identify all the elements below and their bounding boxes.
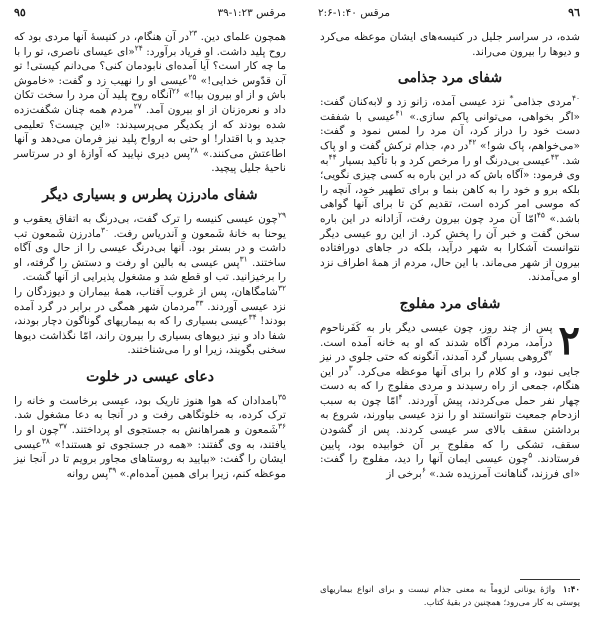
right-page — [300, 0, 600, 626]
section-heading: شفای مادرزن پطرس و بسیاری دیگر — [42, 186, 258, 203]
paragraph — [14, 394, 286, 482]
text: چون عیسی ایمان آنها را دید، مفلوج را گفت: «ای فرزند، گناهانت آمرزیده شد.» — [320, 453, 580, 480]
text: عیسی او را نهیب زد و گفت: «خاموش باش و از او بیرون بیا!» — [14, 74, 286, 102]
text: آنگاه روح پلید آن مرد را سخت تکان داد و نعره‌زنان از او بیرون آمد. — [14, 89, 286, 116]
verse-number: ۳۶ — [277, 421, 287, 431]
text: همچون علمای دین. — [200, 31, 287, 43]
page-number: ٩٦ — [568, 6, 580, 19]
left-page-header — [14, 4, 286, 22]
verse-number: ۲ — [548, 348, 553, 358]
text: پس از چند روز، چون عیسی دیگر بار به کَفَرناحوم درآمد، مردم آگاه شدند که او به خانه آمده است. — [320, 321, 553, 349]
text: «ای عیسای ناصری، تو را با ما چه کار است؟ آیا آمده‌ای نابودمان کنی؟ می‌دانم کیستی! تو آن قدّوس خدایی!» — [14, 45, 286, 87]
text: در آن هنگام، در کنیسهٔ آنها مردی بود که روح پلید داشت. او فریاد برآورد: — [14, 31, 286, 58]
verse-number: ۳۸ — [41, 436, 50, 446]
paragraph — [320, 316, 581, 482]
text: مردمان شهر همگی در برابر در گرد آمده بودند! — [14, 300, 287, 328]
footnote-reference: ۱:۴۰ — [562, 585, 581, 595]
text: در دم، جذام ترکش گفت و او پاک شد. — [320, 139, 580, 167]
text: برخی از — [386, 467, 422, 480]
verse-number: ۲۴ — [134, 43, 143, 53]
text: گروهی بسیار گرد آمدند، آنگونه که حتی جلوی در نیز جایی نبود، و او کلام را برای آنها موعظه می‌کرد. — [320, 351, 580, 378]
verse-number: ۳۳ — [195, 297, 204, 307]
verse-number: ۴۵ — [536, 210, 545, 220]
right-page-header — [318, 4, 580, 22]
verse-number: ۴۱ — [395, 108, 404, 118]
text: چون عیسی کنیسه را ترک گفت، بی‌درنگ به اتفاق یعقوب و یوحنا به خانهٔ شَمعون و آندریاس رفت. — [14, 212, 286, 240]
verse-number: ۲۶ — [171, 86, 180, 96]
verse-number: ۳۱ — [239, 254, 248, 264]
chapter-number: ۲ — [558, 316, 580, 364]
footnote-marker: * — [509, 93, 514, 103]
text: شَمعون و همراهانش به جستجوی او پرداختند. — [71, 424, 278, 437]
left-page-body — [14, 30, 286, 481]
verse-number: ۴۰ — [571, 93, 580, 103]
paragraph — [14, 285, 286, 358]
paragraph — [14, 212, 286, 285]
text: بامدادان که هوا هنوز تاریک بود، عیسی برخاست و خانه را ترک کرده، به خلوتگاهی رفت و در آنجا به دعا مشغول شد. — [14, 394, 286, 422]
verse-number: ۲۹ — [277, 210, 286, 220]
verse-number: ۳۵ — [277, 392, 286, 402]
verse-number: ۳۹ — [108, 465, 117, 475]
page-number: ٩٥ — [14, 6, 26, 19]
section-heading: شفای مرد مفلوج — [399, 295, 501, 312]
text: مردم همه چنان شگفت‌زده شده بودند که از یکدیگر می‌پرسیدند: «این چیست؟ تعلیمی جدید و با اقتدار! او حتی به ارواح پلید نیز فرمان می‌دهد و آنها اطاعتش می‌کنند.» — [14, 103, 286, 160]
verse-number: ۶ — [421, 465, 426, 475]
verse-number: ۲۷ — [133, 101, 142, 111]
verse-number: ۳۰ — [101, 225, 110, 234]
text: عیسی با شفقت دست خود را دراز کرد، آن مرد را لمس نمود و گفت: «می‌خواهم، پاک شو!» — [320, 110, 580, 152]
running-head: مرقس ۱:۲۳-۳۹ — [217, 7, 286, 19]
text: به وی فرمود: «آگاه باش که در این باره به کسی چیزی نگویی؛ بلکه برو و خود را به کاهن بنما و برای تطهیر خود، آنچه را که موسی امر کرده است، تقدیم کن تا برای آنها گواهی باشد.» — [320, 154, 580, 225]
text: چون او را یافتند، به وی گفتند: «همه در جستجوی تو هستند!» — [14, 424, 286, 451]
running-head: مرقس ۱:۴۰-۲:۶ — [318, 7, 391, 19]
verse-number: ۳۴ — [248, 312, 257, 322]
paragraph — [14, 30, 286, 176]
text: پس دیری نپایید که آوازهٔ او در سرتاسر ناحیهٔ جلیل پیچید. — [14, 147, 286, 175]
verse-number: ۲۵ — [188, 72, 197, 82]
verse-number: ۳ — [348, 363, 353, 373]
text: عیسی بسیاری را که به بیماریهای گوناگون دچار بودند، شفا داد و نیز دیوهای بسیاری را بیرون راند، امّا نگذاشت دیوها سخنی بگویند، زیرا او را می‌شناختند. — [14, 315, 286, 357]
text: عیسی بی‌درنگ او را مرخص کرد و با تأکید بسیار — [340, 154, 551, 167]
text: پس روانه — [66, 467, 109, 480]
right-page-body — [320, 30, 580, 481]
verse-number: ۴۲ — [468, 137, 477, 147]
paragraph: شده، در سراسر جلیل در کنیسه‌های ایشان موعظه می‌کرد و دیوها را بیرون می‌راند. — [320, 31, 580, 58]
verse-number: ۵ — [528, 450, 533, 460]
section-heading: شفای مرد جذامی — [397, 70, 503, 87]
text: شامگاهان، پس از غروب آفتاب، همهٔ بیماران و دیوزدگان را نزد عیسی آوردند. — [14, 285, 286, 313]
footnote-divider — [520, 579, 580, 580]
text: مردی جذامی — [513, 96, 572, 109]
text: پس عیسی به بالین او رفت و دستش را گرفته، او را برخیزانید. تب او قطع شد و مشغول پذیرایی از آنها گشت. — [14, 256, 286, 284]
footnote — [320, 584, 580, 609]
verse-number: ۴ — [398, 392, 403, 402]
paragraph — [320, 95, 580, 285]
text: مادرزن شَمعون تب داشت و در بستر بود. آنها بی‌درنگ عیسی را از حال وی آگاه ساختند. — [14, 227, 286, 269]
verse-number: ۳۷ — [59, 421, 68, 431]
text: در این هنگام، جمعی از راه رسیدند و مردی مفلوج را که به دست چهار نفر حمل می‌کردند، پیش آوردند. — [320, 365, 581, 407]
verse-number: ۲۸ — [190, 145, 199, 155]
verse-number: ۴۴ — [328, 152, 337, 162]
verse-number: ۲۳ — [189, 28, 198, 38]
text: نزد عیسی آمده، زانو زد و لابه‌کنان گفت: «اگر بخواهی، می‌توانی پاکم سازی.» — [320, 96, 580, 123]
text: امّا چون به سبب ازدحام جمعیت نتوانستند او را نزد عیسی بیاورند، شروع به برداشتن سقف بالای سر عیسی کردند. پس از گشودن سقف، تشکی را که مفلوج بر آن خوابیده بود، پایین فرستادند. — [320, 394, 580, 466]
section-heading: دعای عیسی در خلوت — [86, 368, 214, 385]
verse-number: ۳۲ — [277, 283, 286, 293]
verse-number: ۴۳ — [550, 152, 559, 162]
text: عیسی ایشان را گفت: «بیایید به روستاهای مجاور برویم تا در آنجا نیز موعظه کنم، زیرا برای همین آمده‌ام.» — [14, 438, 286, 480]
text: امّا آن مرد چون بیرون رفت، آزادانه در این باره سخن گفت و خبر آن را پخش کرد. از این رو عیسی دیگر نتوانست آشکارا به شهر درآید، بلکه در جاهای دورافتاده بیرون از شهر می‌ماند. با این حال، مردم از همهٔ اطراف نزد او می‌آمدند. — [320, 212, 580, 284]
footnote-text: واژهٔ یونانی لزوماً به معنی جذام نیست و برای انواع بیماریهای پوستی به کار می‌رود؛ همچنین در بقیهٔ کتاب. — [320, 585, 580, 608]
